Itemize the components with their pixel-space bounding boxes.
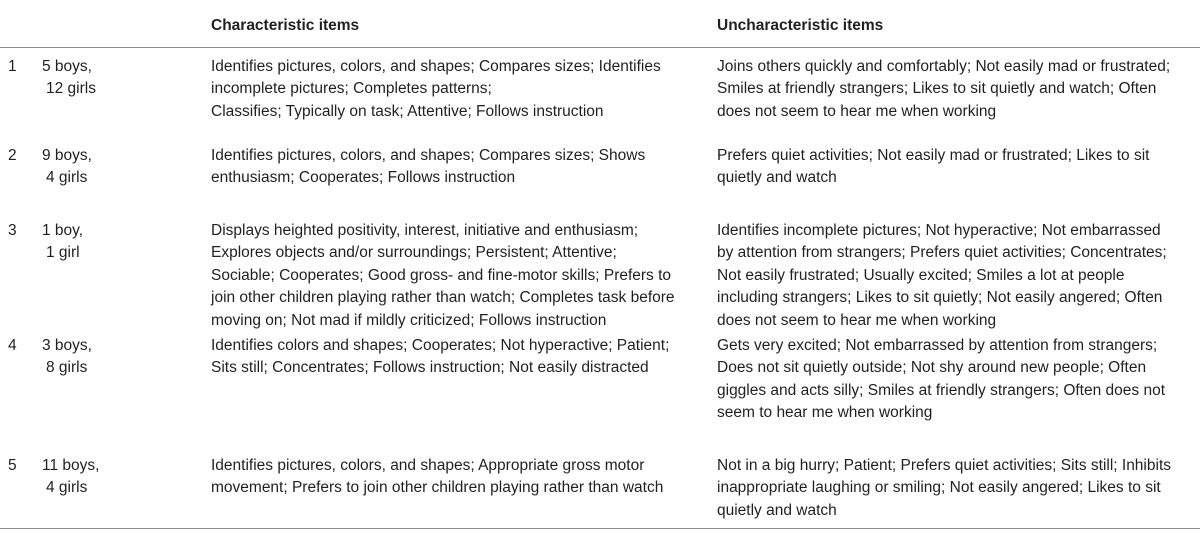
uncharacteristic-cell <box>717 47 1200 142</box>
text-line: Prefers quiet activities; Not easily mad or frustrated; Likes to sit <box>717 146 1150 164</box>
text-line: Identifies colors and shapes; Cooperates; Not hyperactive; Patient; <box>211 336 670 354</box>
group-cell <box>42 142 211 211</box>
text-line: including strangers; Likes to sit quietly; Not easily angered; Often <box>717 289 1163 306</box>
characteristic-cell <box>211 450 717 529</box>
table-row <box>0 335 1200 450</box>
group-line: 1 boy, <box>42 221 84 239</box>
group-cell <box>42 335 211 450</box>
text-line: does not seem to hear me when working <box>717 102 997 120</box>
row-number: 4 <box>8 336 17 354</box>
row-number: 1 <box>8 57 17 75</box>
uncharacteristic-cell <box>717 211 1200 335</box>
text-line: Classifies; Typically on task; Attentive; Follows instruction <box>211 102 604 120</box>
uncharacteristic-cell <box>717 450 1200 529</box>
group-line: 12 girls <box>46 80 96 97</box>
header-characteristic: Characteristic items <box>211 0 717 47</box>
text-line: Identifies pictures, colors, and shapes; Appropriate gross motor <box>211 456 645 474</box>
uncharacteristic-cell <box>717 142 1200 211</box>
text-line: Explores objects and/or surroundings; Persistent; Attentive; <box>211 244 617 261</box>
text-line: incomplete pictures; Completes patterns; <box>211 80 492 97</box>
text-line: does not seem to hear me when working <box>717 311 997 329</box>
text-line: seem to hear me when working <box>717 404 933 421</box>
header-row <box>0 0 1200 47</box>
text-line: Not in a big hurry; Patient; Prefers quiet activities; Sits still; Inhibits <box>717 456 1171 474</box>
text-line: Identifies incomplete pictures; Not hyperactive; Not embarrassed <box>717 221 1161 239</box>
group-line: 3 boys, <box>42 336 92 354</box>
group-line: 8 girls <box>46 359 88 376</box>
row-number: 5 <box>0 450 42 529</box>
row-number: 2 <box>8 146 17 164</box>
header-group <box>42 0 211 47</box>
text-line: enthusiasm; Cooperates; Follows instruction <box>211 169 516 186</box>
group-line: 4 girls <box>46 169 88 186</box>
table-row <box>0 142 1200 211</box>
text-line: Smiles at friendly strangers; Likes to sit quietly and watch; Often <box>717 80 1157 97</box>
group-line: 11 boys, <box>42 456 100 474</box>
text-line: Identifies pictures, colors, and shapes; Compares sizes; Shows <box>211 146 646 164</box>
text-line: Does not sit quietly outside; Not shy around new people; Often <box>717 359 1147 376</box>
uncharacteristic-cell <box>717 335 1200 450</box>
row-number: 3 <box>8 221 17 239</box>
text-line: join other children playing rather than watch; Completes task before <box>211 289 675 306</box>
characteristic-cell <box>211 335 717 450</box>
group-line: 5 boys, <box>42 57 92 75</box>
text-line: Sits still; Concentrates; Follows instruction; Not easily distracted <box>211 359 649 376</box>
text-line: Displays heighted positivity, interest, initiative and enthusiasm; <box>211 221 639 239</box>
text-line: inappropriate laughing or smiling; Not easily angered; Likes to sit <box>717 479 1161 496</box>
text-line: moving on; Not mad if mildly criticized; Follows instruction <box>211 311 607 329</box>
characteristic-cell <box>211 142 717 211</box>
text-line: quietly and watch <box>717 169 837 186</box>
text-line: movement; Prefers to join other children playing rather than watch <box>211 479 664 496</box>
text-line: quietly and watch <box>717 501 837 519</box>
characteristic-cell <box>211 47 717 142</box>
text-line: giggles and acts silly; Smiles at friendly strangers; Often does not <box>717 381 1165 399</box>
table-row <box>0 47 1200 142</box>
group-cell <box>42 211 211 335</box>
table-row <box>0 211 1200 335</box>
header-uncharacteristic: Uncharacteristic items <box>717 0 1200 47</box>
text-line: Joins others quickly and comfortably; Not easily mad or frustrated; <box>717 57 1171 75</box>
group-line: 1 girl <box>46 244 80 261</box>
text-line: Identifies pictures, colors, and shapes; Compares sizes; Identifies <box>211 57 661 75</box>
group-line: 4 girls <box>46 479 88 496</box>
characteristic-cell <box>211 211 717 335</box>
header-num <box>0 0 42 47</box>
text-line: Sociable; Cooperates; Good gross- and fine-motor skills; Prefers to <box>211 266 672 284</box>
group-line: 9 boys, <box>42 146 92 164</box>
group-cell <box>42 47 211 142</box>
text-line: Gets very excited; Not embarrassed by attention from strangers; <box>717 336 1158 354</box>
table-row <box>0 450 1200 529</box>
group-cell <box>42 450 211 529</box>
text-line: by attention from strangers; Prefers quiet activities; Concentrates; <box>717 244 1167 261</box>
text-line: Not easily frustrated; Usually excited; Smiles a lot at people <box>717 266 1125 284</box>
